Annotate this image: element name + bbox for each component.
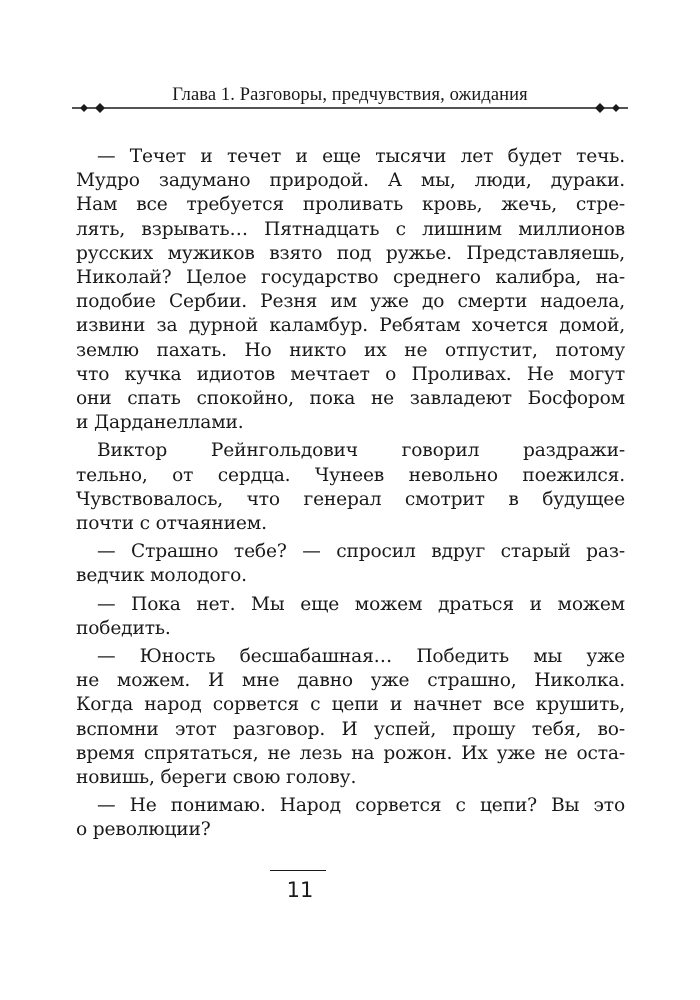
ornament-diamond-right-inner	[595, 103, 605, 113]
text-line: подобие Сербии. Резня им уже до смерти надоела,	[76, 291, 625, 313]
text-line: — Юность бесшабашная… Победить мы уже	[97, 646, 625, 668]
text-line: они спать спокойно, пока не завладеют Босфором	[76, 388, 625, 410]
text-line: землю пахать. Но никто их не отпустит, потому	[76, 339, 625, 361]
header-ornament-rule	[70, 100, 630, 116]
text-line: не можем. И мне давно уже страшно, Николка.	[76, 670, 625, 692]
paragraph	[76, 645, 625, 790]
paragraph	[76, 593, 625, 641]
text-line: Чувствовалось, что генерал смотрит в будущее	[76, 488, 625, 510]
text-line: — Пока нет. Мы еще можем драться и можем	[97, 593, 625, 615]
text-line: о революции?	[76, 819, 211, 841]
text-line: русских мужиков взято под ружье. Представляешь,	[76, 242, 625, 264]
ornament-diamond-left-outer	[80, 104, 88, 112]
paragraph	[76, 439, 625, 536]
paragraph	[76, 145, 625, 435]
text-line: что кучка идиотов мечтает о Проливах. Не могут	[76, 363, 625, 385]
paragraph	[76, 794, 625, 842]
text-line: — Страшно тебе? — спросил вдруг старый раз-	[97, 541, 625, 563]
text-line: извини за дурной каламбур. Ребятам хочется домой,	[76, 315, 625, 337]
text-line: Когда народ сорвется с цепи и начнет все крушить,	[76, 694, 625, 716]
text-line: и Дарданеллами.	[76, 412, 244, 434]
text-line: Мудро задумано природой. А мы, люди, дураки.	[76, 170, 625, 192]
folio-rule	[270, 870, 326, 871]
text-line: новишь, береги свою голову.	[76, 767, 357, 789]
text-line: лять, взрывать… Пятнадцать с лишним миллионов	[76, 218, 625, 240]
page-number: 11	[286, 878, 314, 902]
text-line: победить.	[76, 617, 171, 639]
text-line: ведчик молодого.	[76, 565, 247, 587]
text-line: Николай? Целое государство среднего калибра, на-	[76, 267, 625, 289]
running-head: Глава 1. Разговоры, предчувствия, ожидания	[172, 85, 528, 105]
text-line: — Не понимаю. Народ сорвется с цепи? Вы это	[97, 795, 625, 817]
text-line: — Течет и течет и еще тысячи лет будет течь.	[97, 146, 625, 167]
text-line: тельно, от сердца. Чунеев невольно поежился.	[76, 464, 625, 486]
text-line: время спрятаться, не лезь на рожон. Их уже не оста-	[76, 742, 625, 764]
text-line: Нам все требуется проливать кровь, жечь, стре-	[76, 194, 625, 216]
text-line: вспомни этот разговор. И успей, прошу тебя, во-	[76, 718, 625, 740]
text-line: Виктор Рейнгольдович говорил раздражи-	[97, 440, 625, 462]
paragraph	[76, 540, 625, 588]
ornament-diamond-right-outer	[612, 104, 620, 112]
text-line: почти с отчаянием.	[76, 513, 267, 535]
ornament-diamond-left-inner	[95, 103, 105, 113]
page-body-text	[76, 145, 625, 847]
